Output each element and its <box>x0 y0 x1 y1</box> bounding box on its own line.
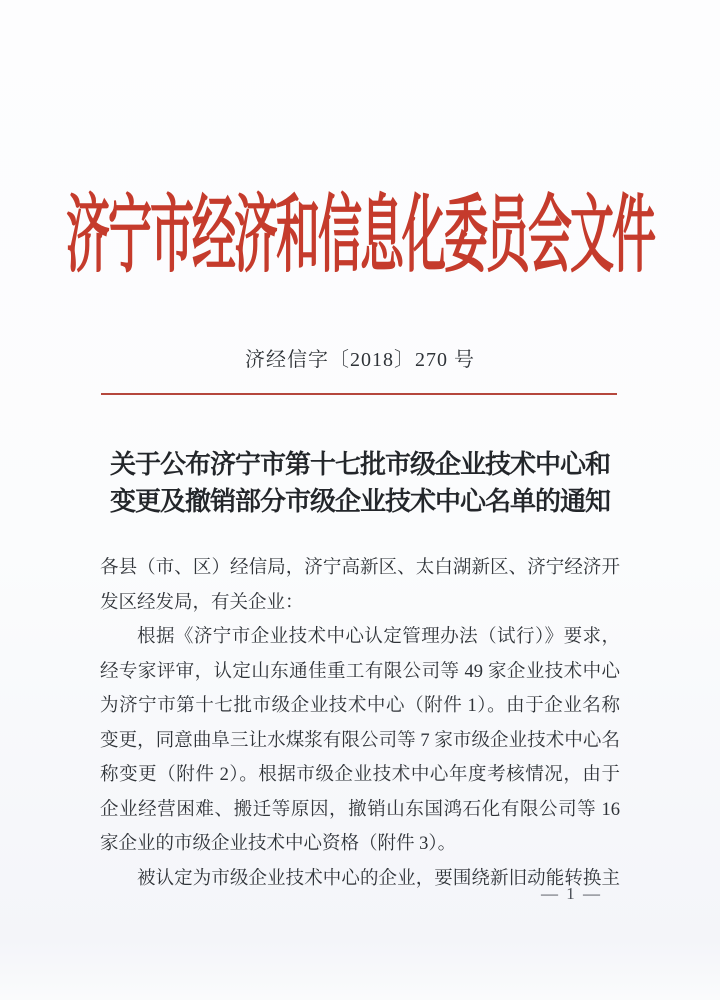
body-line: 被认定为市级企业技术中心的企业，要围绕新旧动能转换主 <box>137 868 620 889</box>
body-line: 变更，同意曲阜三让水煤浆有限公司等 7 家市级企业技术中心名 <box>100 730 620 751</box>
body-line: 企业经营困难、搬迁等原因，撤销山东国鸿石化有限公司等 16 <box>100 799 620 820</box>
body-line: 为济宁市第十七批市级企业技术中心（附件 1）。由于企业名称 <box>100 696 620 716</box>
body-line: 根据《济宁市企业技术中心认定管理办法（试行）》要求， <box>137 627 620 647</box>
document-title <box>0 446 720 520</box>
page-number: — 1 — <box>541 884 602 903</box>
agency-masthead-text: 济宁市经济和信息化委员会文件 <box>66 189 654 284</box>
document-body <box>100 551 620 896</box>
body-line: 各县（市、区）经信局，济宁高新区、太白湖新区、济宁经济开 <box>100 558 620 578</box>
document-reference-number: 济经信字〔2018〕270 号 <box>245 349 475 371</box>
body-line: 称变更（附件 2）。根据市级企业技术中心年度考核情况，由于 <box>100 765 620 785</box>
body-line: 经专家评审，认定山东通佳重工有限公司等 49 家企业技术中心 <box>100 661 620 682</box>
document-title-line-1: 关于公布济宁市第十七批市级企业技术中心和 <box>109 450 610 479</box>
body-line: 发区经发局，有关企业： <box>100 592 304 613</box>
document-title-line-2: 变更及撤销部分市级企业技术中心名单的通知 <box>109 487 610 516</box>
red-divider-line <box>101 393 617 395</box>
body-line: 家企业的市级企业技术中心资格（附件 3）。 <box>100 834 457 854</box>
agency-masthead <box>0 189 720 284</box>
